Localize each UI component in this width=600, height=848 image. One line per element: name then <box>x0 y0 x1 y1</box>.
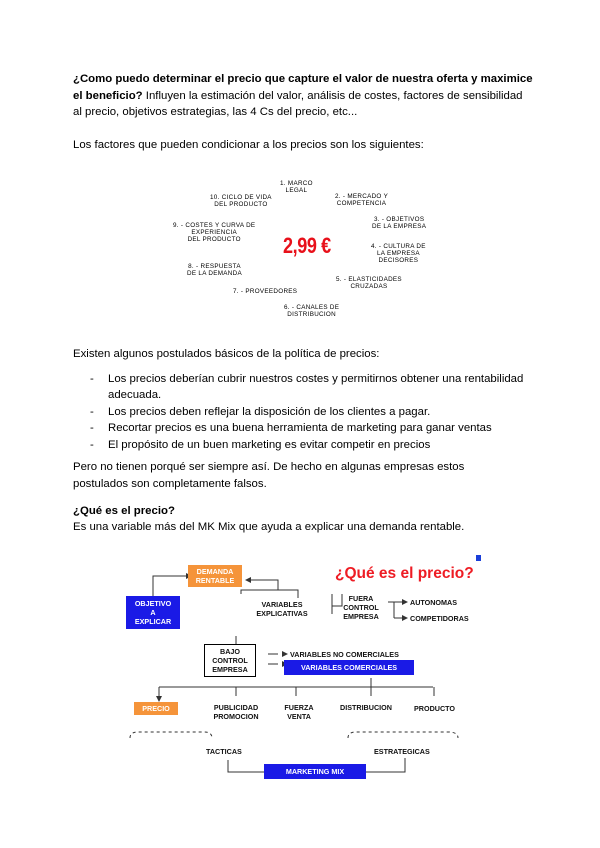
fuerza-venta: FUERZA VENTA <box>284 703 314 721</box>
autonomas: AUTONOMAS <box>410 598 457 607</box>
list-item: - Recortar precios es una buena herramienta de marketing para ganar ventas <box>88 420 528 436</box>
tacticas: TACTICAS <box>206 747 242 756</box>
factor-4: 4. - CULTURA DE LA EMPRESA DECISORES <box>371 243 426 264</box>
intro-paragraph <box>73 71 533 121</box>
factor-8: 8. - RESPUESTA DE LA DEMANDA <box>187 263 242 277</box>
estrategicas: ESTRATEGICAS <box>374 747 430 756</box>
factor-9: 9. - COSTES Y CURVA DE EXPERIENCIA DEL PRODUCTO <box>173 222 256 243</box>
bajo-control-box: BAJO CONTROL EMPRESA <box>204 644 256 677</box>
price-tag: 2,99 € <box>283 233 331 258</box>
objetivo-box: OBJETIVO A EXPLICAR <box>126 596 180 629</box>
que-es-definition: Es una variable más del MK Mix que ayuda a explicar una demanda rentable. <box>73 521 465 533</box>
factor-7: 7. - PROVEEDORES <box>233 288 298 295</box>
demanda-rentable-box: DEMANDA RENTABLE <box>188 565 242 587</box>
fuera-control: FUERA CONTROL EMPRESA <box>343 594 379 621</box>
pero-paragraph: Pero no tienen porqué ser siempre así. De hecho en algunas empresas estos postulados son completamente falsos. <box>73 461 465 490</box>
competidoras: COMPETIDORAS <box>410 614 469 623</box>
factores-text: Los factores que pueden condicionar a los precios son los siguientes: <box>73 139 424 151</box>
precio-box: PRECIO <box>134 702 178 715</box>
distribucion: DISTRIBUCION <box>340 703 392 712</box>
variables-explicativas: VARIABLES EXPLICATIVAS <box>256 600 308 618</box>
postulados-intro: Existen algunos postulados básicos de la política de precios: <box>73 348 380 360</box>
list-item: - El propósito de un buen marketing es evitar competir en precios <box>88 437 528 453</box>
intro-rest: Influyen la estimación del valor, análisis de costes, factores de sensibilidad al precio, objetivos estrategias, las 4 Cs del precio, etc... <box>73 89 523 118</box>
marketing-mix-box: MARKETING MIX <box>264 764 366 779</box>
list-item: - Los precios deberían cubrir nuestros costes y permitirnos obtener una rentabilidad adecuada. <box>88 371 528 404</box>
blue-marker <box>476 555 481 561</box>
factor-10: 10. CICLO DE VIDA DEL PRODUCTO <box>210 194 272 208</box>
intro-question: ¿Como puedo determinar el precio que capture el valor de nuestra oferta y maximice el beneficio? <box>73 73 533 102</box>
producto: PRODUCTO <box>414 704 455 713</box>
postulados-list <box>88 371 528 453</box>
var-comerciales-box: VARIABLES COMERCIALES <box>284 660 414 675</box>
factor-6: 6. - CANALES DE DISTRIBUCION <box>284 304 340 318</box>
price-factors-diagram <box>170 176 440 326</box>
factor-1: 1. MARCO LEGAL <box>280 180 313 194</box>
factor-5: 5. - ELASTICIDADES CRUZADAS <box>336 276 402 290</box>
mk-title: ¿Qué es el precio? <box>335 565 474 582</box>
que-es-heading: ¿Qué es el precio? <box>73 505 175 517</box>
factor-2: 2. - MERCADO Y COMPETENCIA <box>335 193 389 207</box>
publicidad-promocion: PUBLICIDAD PROMOCION <box>213 703 259 721</box>
factor-3: 3. - OBJETIVOS DE LA EMPRESA <box>372 216 427 230</box>
list-item: - Los precios deben reflejar la disposición de los clientes a pagar. <box>88 404 528 420</box>
var-no-comerciales: VARIABLES NO COMERCIALES <box>290 650 399 659</box>
mk-mix-diagram <box>118 550 488 790</box>
